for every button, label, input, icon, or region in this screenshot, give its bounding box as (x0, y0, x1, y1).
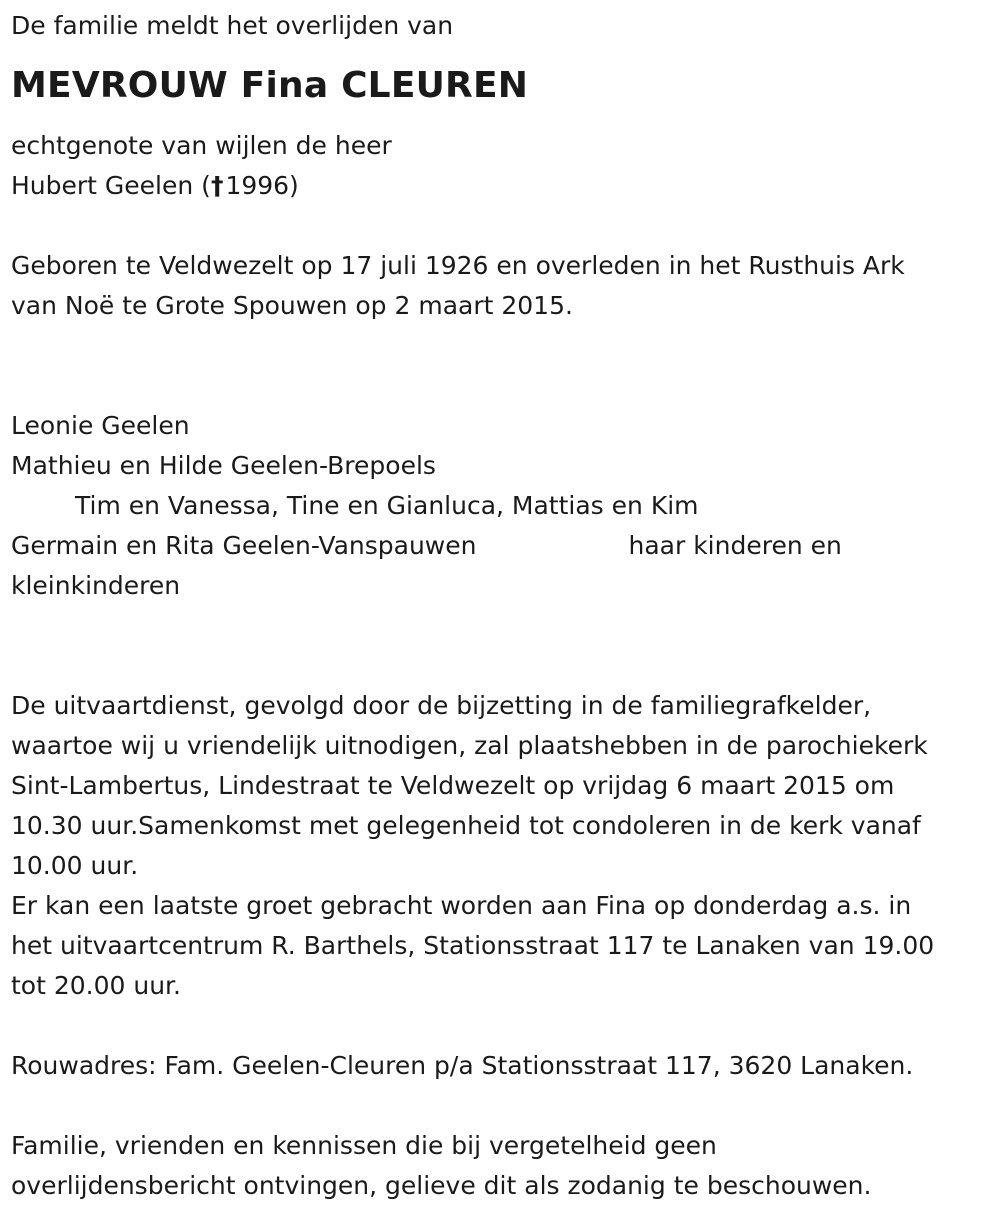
spouse-line: echtgenote van wijlen de heer (11, 131, 392, 160)
relation-label-continued: kleinkinderen (11, 571, 181, 600)
spacer (11, 606, 991, 646)
spacer (11, 326, 991, 366)
spacer (11, 366, 991, 406)
spacer (11, 1086, 991, 1126)
service-text: De uitvaartdienst, gevolgd door de bijzetting in de familiegrafkelder, (11, 691, 872, 720)
spacer (11, 646, 991, 686)
deceased-name: MEVROUW Fina CLEUREN (11, 65, 529, 106)
birth-death-line: Geboren te Veldwezelt op 17 juli 1926 en overleden in het Rusthuis Ark (11, 251, 905, 280)
family-member: Leonie Geelen (11, 411, 190, 440)
mourning-address: Rouwadres: Fam. Geelen-Cleuren p/a Stationsstraat 117, 3620 Lanaken. (11, 1051, 914, 1080)
service-text: Er kan een laatste groet gebracht worden aan Fina op donderdag a.s. in (11, 891, 912, 920)
spouse-name: Hubert Geelen ( (11, 171, 211, 200)
death-notice (11, 6, 991, 1206)
spouse-death-year: 1996) (225, 171, 299, 200)
birth-death-line: van Noë te Grote Spouwen op 2 maart 2015. (11, 291, 573, 320)
family-member-line (11, 526, 991, 566)
service-text: 10.30 uur.Samenkomst met gelegenheid tot condoleren in de kerk vanaf (11, 811, 921, 840)
closing-text: overlijdensbericht ontvingen, gelieve dit als zodanig te beschouwen. (11, 1171, 872, 1200)
service-text: tot 20.00 uur. (11, 971, 181, 1000)
cross-icon: † (210, 171, 224, 200)
family-member: Mathieu en Hilde Geelen-Brepoels (11, 451, 436, 480)
grandchildren-line: Tim en Vanessa, Tine en Gianluca, Mattias en Kim (75, 491, 699, 520)
family-member: Germain en Rita Geelen-Vanspauwen (11, 531, 477, 560)
spacer (11, 206, 991, 246)
spouse-name-line (11, 166, 991, 206)
service-text: 10.00 uur. (11, 851, 139, 880)
service-text: Sint-Lambertus, Lindestraat te Veldwezelt op vrijdag 6 maart 2015 om (11, 771, 895, 800)
service-text: waartoe wij u vriendelijk uitnodigen, zal plaatshebben in de parochiekerk (11, 731, 928, 760)
spacer (11, 1006, 991, 1046)
closing-text: Familie, vrienden en kennissen die bij vergetelheid geen (11, 1131, 717, 1160)
intro-text: De familie meldt het overlijden van (11, 11, 454, 40)
service-text: het uitvaartcentrum R. Barthels, Stationsstraat 117 te Lanaken van 19.00 (11, 931, 935, 960)
relation-label: haar kinderen en (628, 531, 842, 560)
